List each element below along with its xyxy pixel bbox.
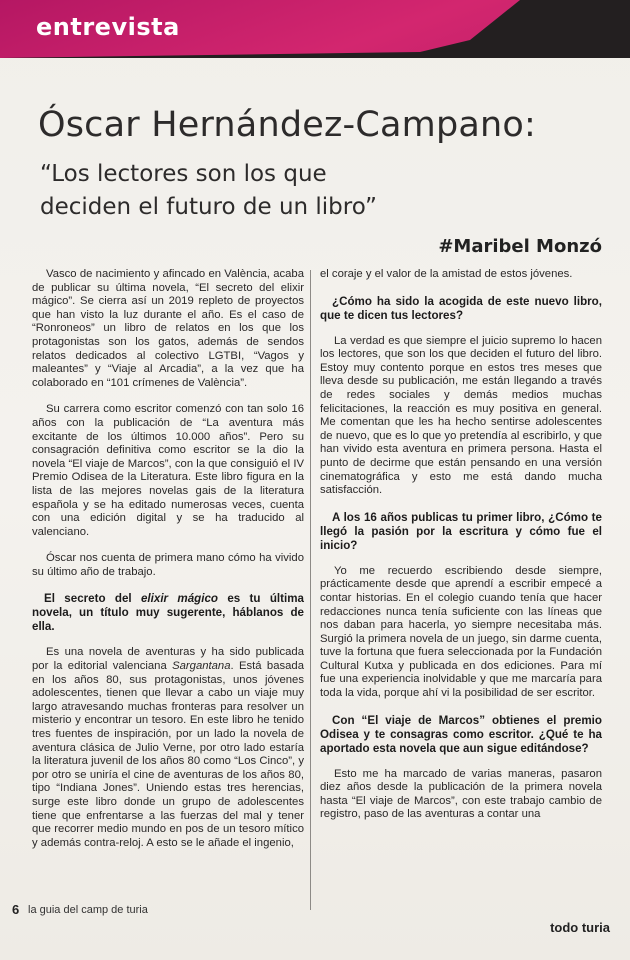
publication-name: la guia del camp de turia xyxy=(28,904,148,916)
paragraph-text: . Está basada en los años 80, sus protagonistas, unos jóvenes adolescentes, tienen que llevar a cabo un viaje muy largo atravesando muchas fronteras para resolver un misterio y encontrar un tesoro. En este libro he tenido tres fuentes de inspiración, por un lado la novela de aventura clásica de Julio Verne, por otro lado estaría la literatura juvenil de los años 80 como “Los Cinco”, y por otro se uniría el cine de aventuras de los años 80, tipo “Indiana Jones”. Uniendo estas tres herencias, surge este libro donde un grupo de adolescentes tiene que enfrentarse a las fuerzas del mal y tener que recorrer medio mundo en pos de un tesoro mítico y además contra-reloj. A esto se le añade el ingenio, xyxy=(32,660,304,849)
paragraph-text: Es una novela de aventuras y ha sido publicada por la editorial valenciana xyxy=(32,646,304,673)
question-title-italic: elixir mágico xyxy=(140,592,218,606)
brand-logo-text: todo turia xyxy=(550,920,610,935)
question-text: El secreto del xyxy=(44,592,141,606)
interview-subtitle xyxy=(40,158,600,224)
paragraph: La verdad es que siempre el juicio supremo lo hacen los lectores, que son los que deciden el futuro del libro. Estoy muy contento porque en estos tres meses que lleva desde su publicación, me están llegando a través de redes sociales y demás medios muchas felicitaciones, la reacción es muy positiva en general. Me comentan que les ha hecho sentirse adolescentes de nuevo, que es lo que yo pretendía al escribirlo, y que han vivido esta aventura en primera persona. Hasta el punto de decirme que están pensando en una versión cinematográfica y esto me está dando mucha satisfacción. xyxy=(320,334,602,497)
question-text: es tu última novela, un título muy sugerente, háblanos de ella. xyxy=(32,592,304,634)
interview-title: Óscar Hernández-Campano: xyxy=(38,105,537,145)
question-heading: A los 16 años publicas tu primer libro, ¿Cómo te llegó la pasión por la escritura y cómo fue el inicio? xyxy=(320,510,602,552)
right-column xyxy=(320,268,602,835)
paragraph: Vasco de nacimiento y afincado en València, acaba de publicar su última novela, “El secreto del elixir mágico”. Se cierra así un 2019 repleto de proyectos que han visto la luz durante el año. Es el caso de “Ronroneos” un libro de relatos en los que los protagonistas son los gatos, además de sendos relatos dedicados al colectivo LGTBI, “Vagos y maleantes” y “Viaje al Arcadia”, a la vez que ha colaborado en “101 crímenes de València”. xyxy=(32,268,304,389)
question-heading: Con “El viaje de Marcos” obtienes el premio Odisea y te consagras como escritor. ¿Qué te ha aportado esta novela que aun sigue editándose? xyxy=(320,713,602,755)
paragraph: Esto me ha marcado de varias maneras, pasaron diez años desde la publicación de la primera novela hasta “El viaje de Marcos”, con este trabajo cambio de registro, paso de las aventuras a contar una xyxy=(320,767,602,821)
column-divider xyxy=(310,270,311,910)
paragraph: Óscar nos cuenta de primera mano cómo ha vivido su último año de trabajo. xyxy=(32,552,304,578)
question-heading xyxy=(32,592,304,634)
question-heading: ¿Cómo ha sido la acogida de este nuevo libro, que te dicen tus lectores? xyxy=(320,294,602,322)
author-byline: #Maribel Monzó xyxy=(438,236,602,257)
paragraph: Yo me recuerdo escribiendo desde siempre, prácticamente desde que aprendí a escribir empecé a contar historias. En el colegio cuando tenía que hacer redacciones nunca tenía suficiente con las líneas que nos daban para hacerla, yo siempre necesitaba más. Surgió la primera novela de un juego, sin darme cuenta, tuve la fortuna que fuera seleccionada por la Fundación Cultural Kutxa y publicada en dos ediciones. Para mí fue una experiencia inolvidable y que me marcaría para toda la vida, porque ahí vi la posibilidad de ser escritor. xyxy=(320,564,602,700)
page-number: 6 xyxy=(12,902,20,917)
subtitle-line-1: “Los lectores son los que xyxy=(40,161,327,187)
section-label: entrevista xyxy=(36,13,180,41)
paragraph xyxy=(32,646,304,850)
subtitle-line-2: deciden el futuro de un libro” xyxy=(40,194,377,220)
paragraph: el coraje y el valor de la amistad de estos jóvenes. xyxy=(320,268,573,280)
publisher-name: Sargantana xyxy=(172,660,231,673)
paragraph: Su carrera como escritor comenzó con tan solo 16 años con la publicación de “La aventura más excitante de los últimos 10.000 años”. Pero su consagración definitiva como escritor se la dio la novela “El viaje de Marcos”, con la que consiguió el IV Premio Odisea de la Literatura. Este libro figura en la lista de las mejores novelas gais de la literatura española y se ha editado numerosas veces, cuenta con una edición digital y se ha traducido al valenciano. xyxy=(32,403,304,538)
left-column xyxy=(32,268,304,863)
